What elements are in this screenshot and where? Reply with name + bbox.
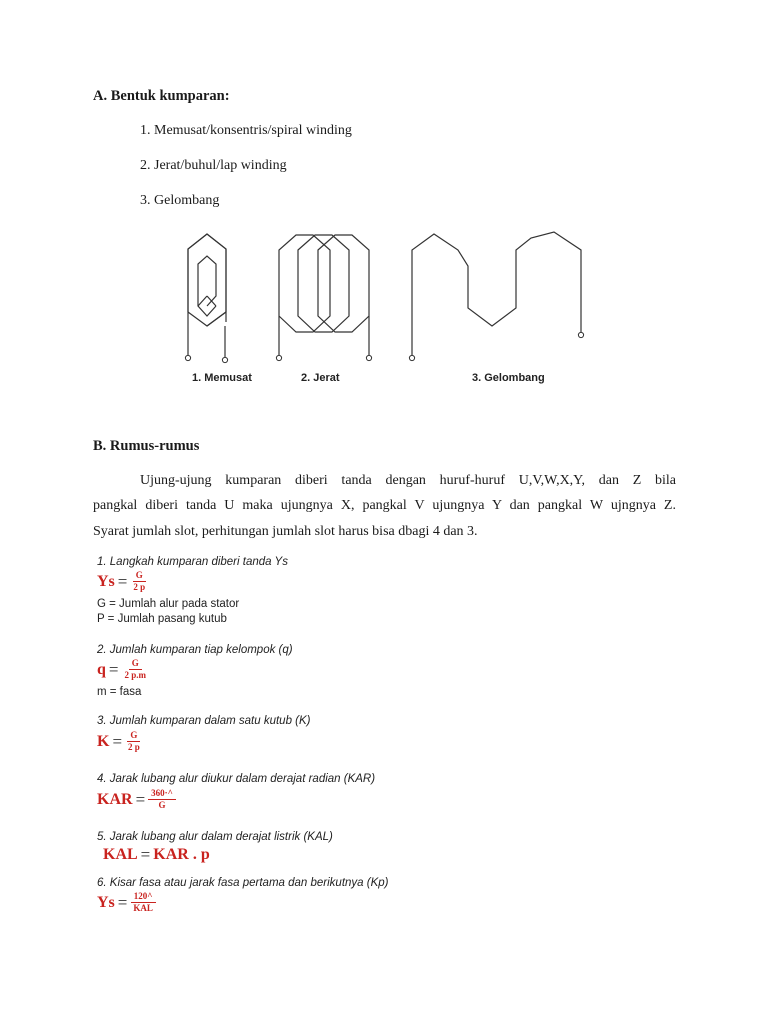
formula-2-fraction — [122, 658, 150, 681]
formula-6-denominator: KAL — [133, 903, 153, 913]
paragraph-line-1: Ujung-ujung kumparan diberi tanda dengan huruf-huruf U,V,W,X,Y, dan Z bila — [140, 473, 676, 488]
formula-6-equals: = — [117, 892, 128, 912]
list-item-gelombang: 3. Gelombang — [140, 193, 220, 208]
formula-5-title: 5. Jarak lubang alur dalam derajat listrik (KAL) — [97, 831, 333, 843]
formula-6 — [97, 891, 156, 914]
formula-6-lhs: Ys — [97, 893, 115, 911]
formula-1-numerator: G — [133, 570, 146, 582]
formula-3-lhs: K — [97, 732, 110, 750]
formula-6-numerator: 120^ — [131, 891, 156, 903]
formula-3-fraction — [125, 730, 143, 753]
formula-4-denominator: G — [158, 800, 166, 810]
formula-6-title: 6. Kisar fasa atau jarak fasa pertama dan berikutnya (Kp) — [97, 877, 389, 889]
winding-diagram — [176, 222, 596, 390]
paragraph-line-3: Syarat jumlah slot, perhitungan jumlah slot harus bisa dbagi 4 dan 3. — [93, 524, 478, 539]
formula-2-lhs: q — [97, 660, 106, 678]
caption-memusat: 1. Memusat — [192, 372, 252, 384]
list-item-memusat: 1. Memusat/konsentris/spiral winding — [140, 123, 352, 138]
formula-4-title: 4. Jarak lubang alur diukur dalam derajat radian (KAR) — [97, 773, 376, 785]
formula-6-fraction — [130, 891, 156, 914]
caption-jerat: 2. Jerat — [301, 372, 340, 384]
formula-2-note-1: m = fasa — [97, 686, 142, 698]
formula-1-fraction — [130, 570, 148, 593]
wave-winding-drawing — [412, 232, 581, 355]
formula-4 — [97, 788, 176, 811]
section-a-heading: A. Bentuk kumparan: — [93, 88, 230, 104]
formula-5-equals: = — [140, 845, 151, 864]
caption-gelombang: 3. Gelombang — [472, 372, 545, 384]
formula-2-denominator: 2 p.m — [124, 670, 147, 680]
formula-4-numerator: 360·^ — [148, 788, 176, 800]
formula-2-equals: = — [108, 659, 119, 679]
formula-2-title: 2. Jumlah kumparan tiap kelompok (q) — [97, 644, 293, 656]
formula-3-title: 3. Jumlah kumparan dalam satu kutub (K) — [97, 715, 311, 727]
formula-4-fraction — [148, 788, 176, 811]
list-item-jerat: 2. Jerat/buhul/lap winding — [140, 158, 287, 173]
formula-1-note-1: G = Jumlah alur pada stator — [97, 598, 240, 610]
formula-5-rhs: KAR . p — [153, 846, 210, 863]
formula-3-denominator: 2 p — [128, 742, 140, 752]
formula-1-equals: = — [117, 571, 128, 591]
formula-3-numerator: G — [127, 730, 140, 742]
formula-3 — [97, 730, 143, 753]
formula-1 — [97, 570, 148, 593]
formula-3-equals: = — [112, 731, 123, 751]
lap-winding-drawing — [279, 235, 369, 355]
formula-1-lhs: Ys — [97, 572, 115, 590]
formula-1-note-2: P = Jumlah pasang kutub — [97, 613, 227, 625]
formula-4-equals: = — [135, 789, 146, 809]
formula-5-lhs: KAL — [103, 846, 138, 863]
formula-2-numerator: G — [129, 658, 142, 670]
formula-1-denominator: 2 p — [133, 582, 146, 592]
paragraph-line-2: pangkal diberi tanda U maka ujungnya X, pangkal V ujungnya Y dan pangkal W ujngnya Z. — [93, 498, 676, 513]
formula-2 — [97, 658, 149, 681]
formula-1-title: 1. Langkah kumparan diberi tanda Ys — [97, 556, 288, 568]
concentric-winding-drawing — [188, 234, 226, 357]
section-b-heading: B. Rumus-rumus — [93, 438, 200, 454]
formula-5 — [103, 845, 210, 865]
formula-4-lhs: KAR — [97, 790, 133, 808]
